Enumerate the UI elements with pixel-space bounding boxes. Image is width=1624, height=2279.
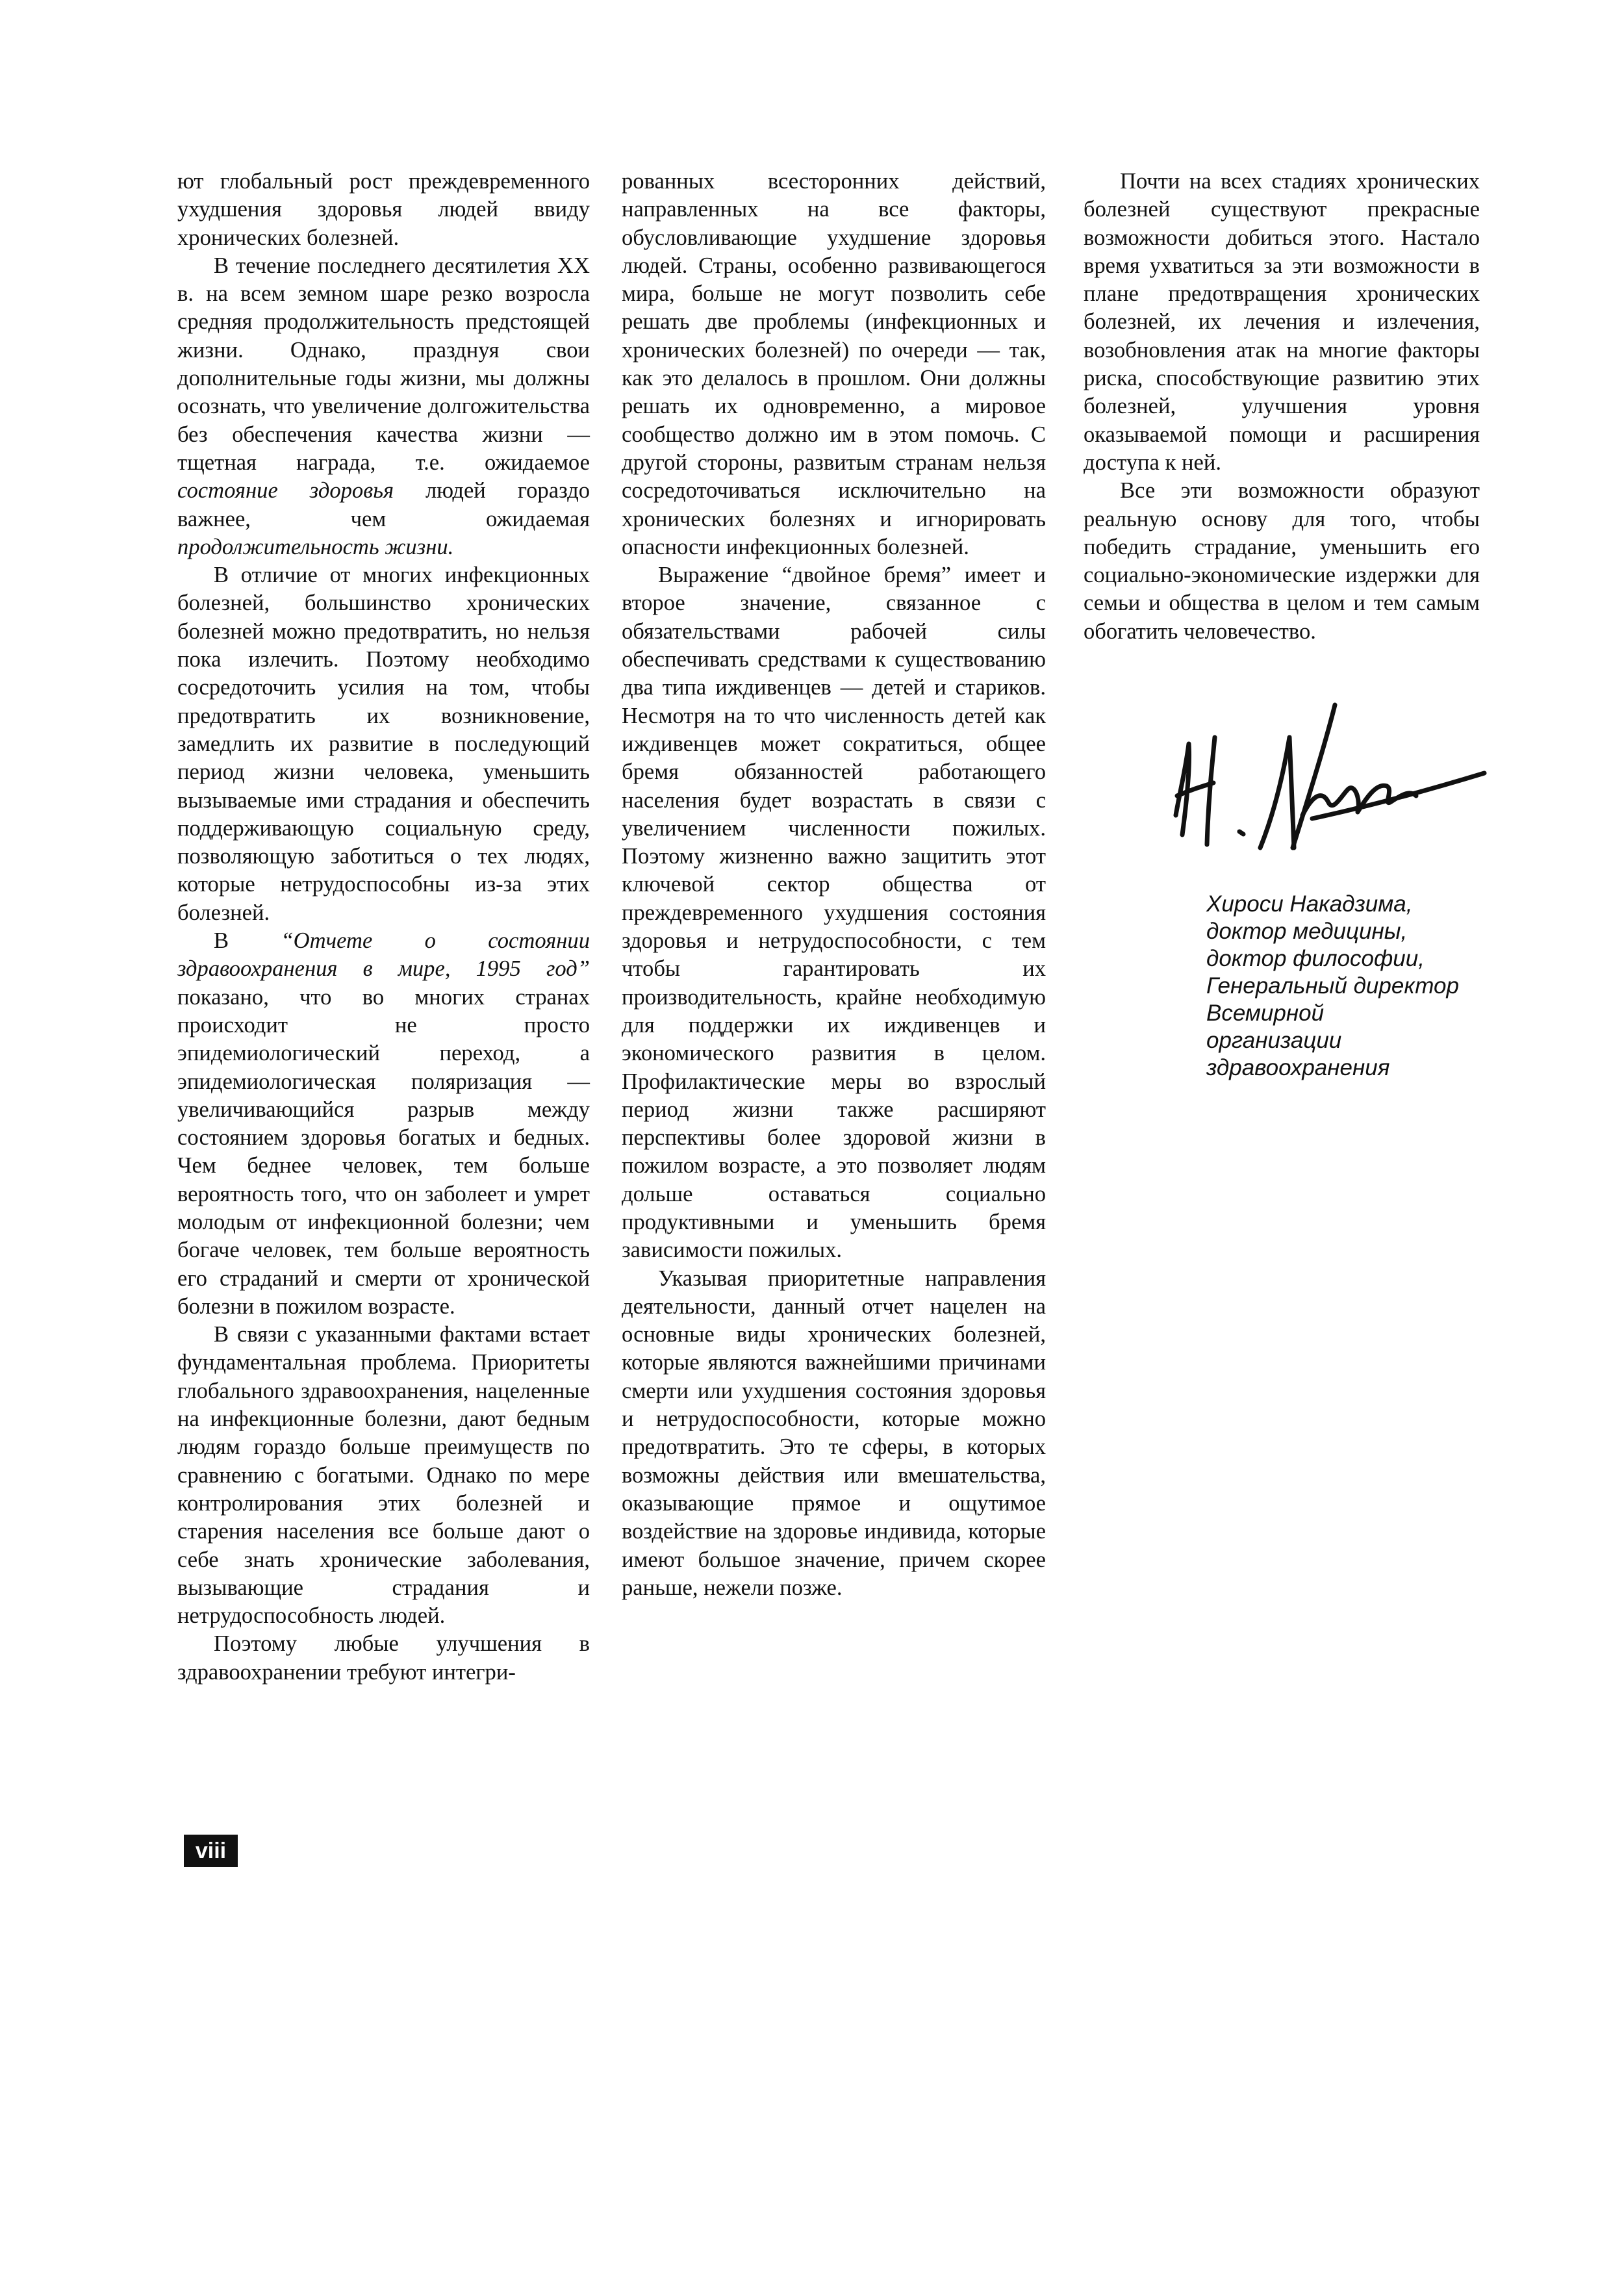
signatory-title: Генеральный директор <box>1206 973 1459 999</box>
text-column-2 <box>622 168 1046 1602</box>
text-column-3 <box>1084 168 1480 646</box>
signatory-title: доктор медицины, <box>1206 919 1408 944</box>
signature-block <box>1163 698 1553 1101</box>
emphasis: состояние здоровья <box>177 478 394 503</box>
page-number: viii <box>184 1835 238 1867</box>
handwritten-signature <box>1163 698 1488 887</box>
paragraph: Выражение “двойное бремя” имеет и второе значение, связанное с обязательствами рабочей силы обеспечивать средствами к существованию два типа иждивенцев — детей и стариков. Несмотря на то что численность детей как иждивенцев может сократиться, общее бремя обязанностей работающего населения будет возрастать в связи с увеличением численности пожилых. Поэтому жизненно важно защитить этот ключевой сектор общества от преждевременного ухудшения состояния здоровья и нетрудоспособности, с тем чтобы гарантировать их производительность, крайне необходимую для поддержки их иждивенцев и экономического развития в целом. Профилактические меры во взрослый период жизни также расширяют перспективы более здоровой жизни в пожилом возрасте, а это позволяет людям дольше оставаться социально продуктивными и уменьшить бремя зависимости пожилых. <box>622 563 1046 1263</box>
paragraph: В “Отчете о состоянии здравоохранения в мире, 1995 год” показано, что во многих странах происходит не просто эпидемиологический переход, а эпидемиологическая поляризация — увеличивающийся разрыв между состоянием здоровья богатых и бедных. Чем беднее человек, тем больше вероятность того, что он заболеет и умрет молодым от инфекционной болезни; чем богаче человек, тем больше вероятность его страданий и смерти от хронической болезни в пожилом возрасте. <box>177 928 590 1319</box>
paragraph: Почти на всех стадиях хронических болезней существуют прекрасные возможности добиться этого. Настало время ухватиться за эти возможности в плане предотвращения хронических болезней, их лечения и излечения, возобновления атак на многие факторы риска, способствующие развитию этих болезней, улучшения уровня оказываемой помощи и расширения доступа к ней. <box>1084 169 1480 475</box>
report-title: “Отчете о состоянии здравоохранения в мире, 1995 год” <box>177 928 590 982</box>
paragraph: Указывая приоритетные направления деятельности, данный отчет нацелен на основные виды хронических болезней, которые являются важнейшими причинами смерти или ухудшения состояния здоровья и нетрудоспособности, которые можно предотвратить. Это те сферы, в которых возможны действия или вмешательства, оказывающие прямое и ощутимое воздействие на здоровье индивида, которые имеют большое значение, причем скорее раньше, нежели позже. <box>622 1266 1046 1600</box>
paragraph: В отличие от многих инфекционных болезней, большинство хронических болезней можно предотвратить, но нельзя пока излечить. Поэтому необходимо сосредоточить усилия на том, чтобы предотвратить их возникновение, замедлить их развитие в последующий период жизни человека, уменьшить вызываемые ими страдания и обеспечить поддерживающую социальную среду, позволяющую заботиться о тех людях, которые нетрудоспособны из-за этих болезней. <box>177 563 590 925</box>
signatory-organization: здравоохранения <box>1206 1055 1390 1080</box>
paragraph: ют глобальный рост преждевременного ухудшения здоровья людей ввиду хронических болезней. <box>177 169 590 250</box>
paragraph: В связи с указанными фактами встает фундаментальная проблема. Приоритеты глобального здравоохранения, нацеленные на инфекционные болезни, дают бедным людям гораздо больше преимуществ по сравнению с богатыми. Однако по мере контролирования этих болезней и старения населения все больше дают о себе знать хронические заболевания, вызывающие страдания и нетрудоспособность людей. <box>177 1322 590 1629</box>
paragraph: В течение последнего десятилетия XX в. на всем земном шаре резко возросла средняя продолжительность предстоящей жизни. Однако, празднуя свои дополнительные годы жизни, мы должны осознать, что увеличение долгожительства без обеспечения качества жизни — тщетная награда, т.е. ожидаемое состояние здоровья людей гораздо важнее, чем ожидаемая продолжительность жизни. <box>177 253 590 559</box>
paragraph: Поэтому любые улучшения в здравоохранении требуют интегри- <box>177 1631 590 1685</box>
text-column-1 <box>177 168 590 1687</box>
signatory-organization: Всемирной <box>1206 1000 1325 1026</box>
signatory-name: Хироси Накадзима, <box>1206 891 1413 917</box>
signatory-details <box>1206 891 1459 1082</box>
paragraph: рованных всесторонних действий, направленных на все факторы, обусловливающие ухудшение здоровья людей. Страны, особенно развивающегося мира, больше не могут позволить себе решать две проблемы (инфекционных и хронических болезней) по очереди — так, как это делалось в прошлом. Они должны решать их одновременно, а мировое сообщество должно им в этом помочь. С другой стороны, развитым странам нельзя сосредоточиваться исключительно на хронических болезнях и игнорировать опасности инфекционных болезней. <box>622 169 1046 559</box>
emphasis: продолжительность жизни. <box>177 534 454 559</box>
signatory-organization: организации <box>1206 1028 1342 1053</box>
signatory-title: доктор философии, <box>1206 946 1425 971</box>
paragraph: Все эти возможности образуют реальную основу для того, чтобы победить страдание, уменьшить его социально-экономические издержки для семьи и общества в целом и тем самым обогатить человечество. <box>1084 478 1480 644</box>
